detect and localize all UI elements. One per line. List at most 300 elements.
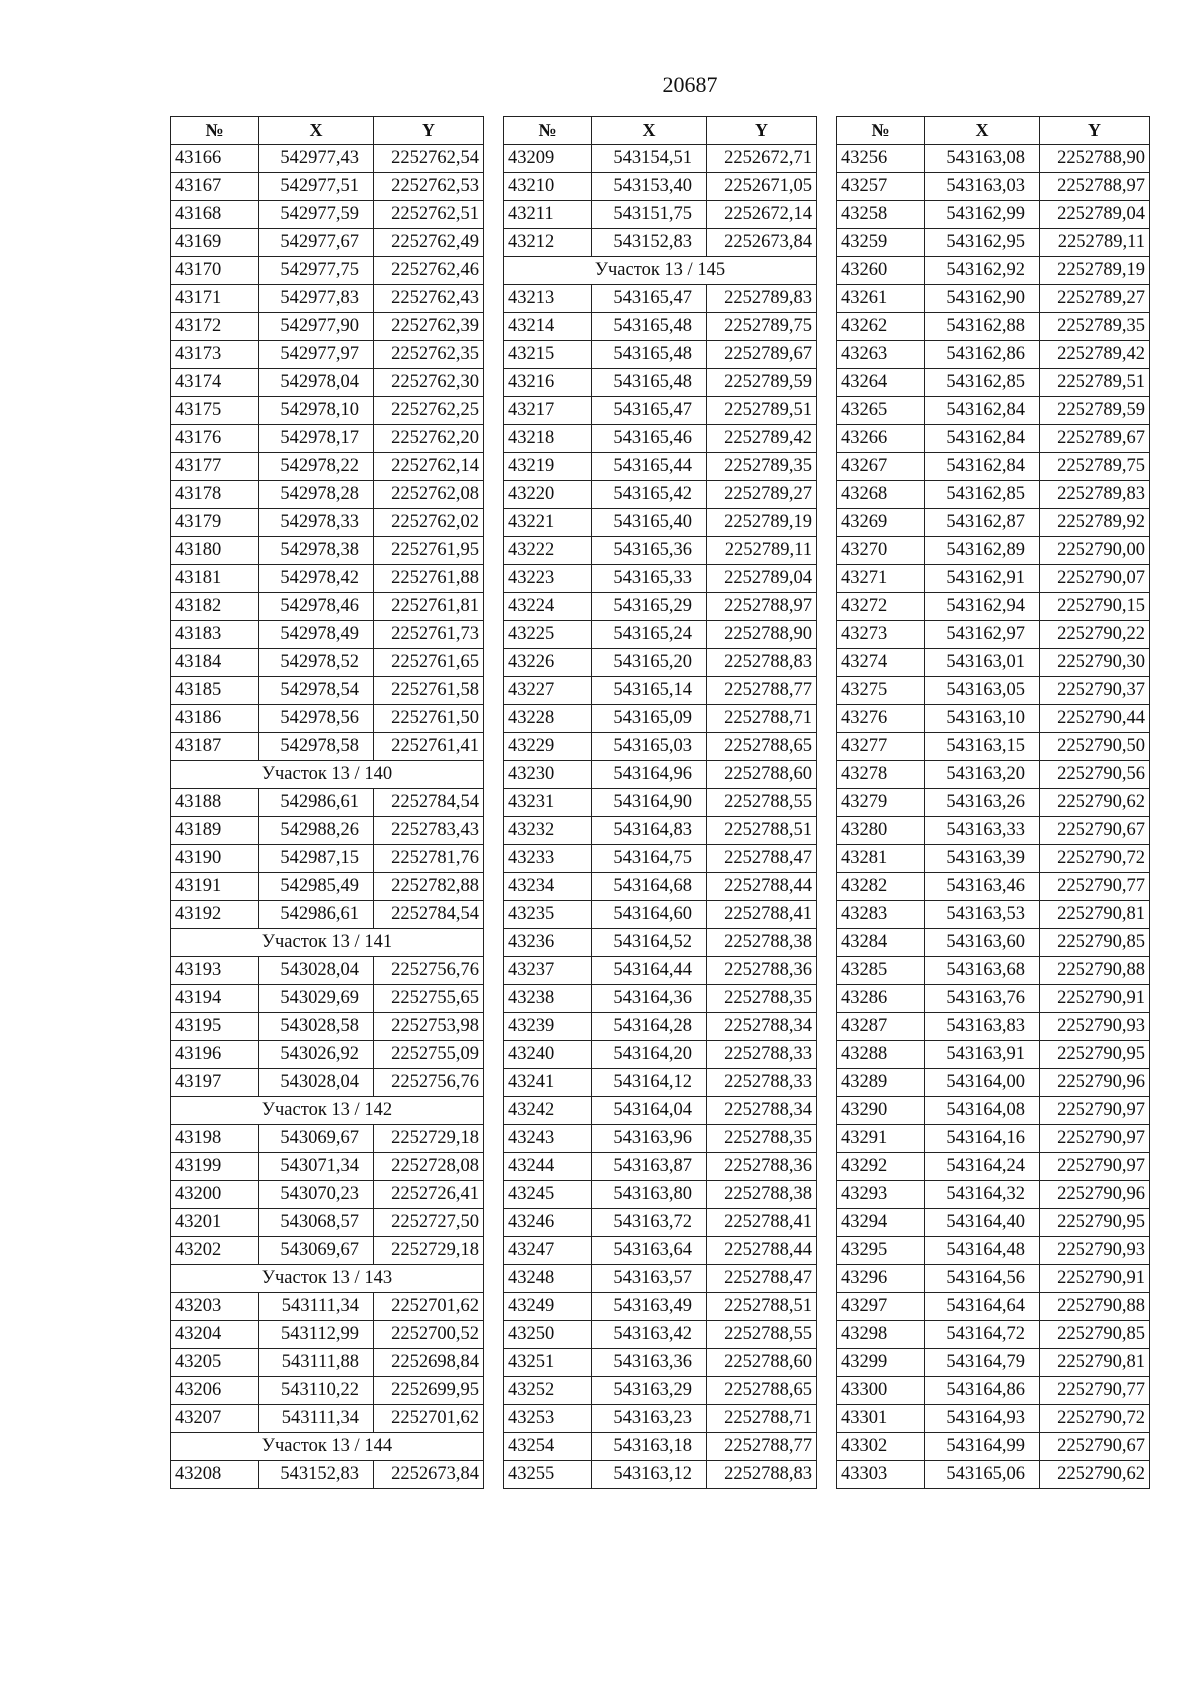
x-coordinate: 543162,94 xyxy=(925,593,1040,621)
point-number: 43254 xyxy=(504,1433,592,1461)
table-row xyxy=(504,705,817,733)
table-row xyxy=(171,789,484,817)
y-coordinate: 2252726,41 xyxy=(374,1181,484,1209)
table-row xyxy=(837,733,1150,761)
table-row xyxy=(837,817,1150,845)
y-coordinate: 2252788,33 xyxy=(707,1069,817,1097)
table-row xyxy=(837,901,1150,929)
y-coordinate: 2252790,97 xyxy=(1040,1153,1150,1181)
y-coordinate: 2252790,77 xyxy=(1040,1377,1150,1405)
point-number: 43280 xyxy=(837,817,925,845)
y-coordinate: 2252755,65 xyxy=(374,985,484,1013)
table-row xyxy=(504,201,817,229)
x-coordinate: 542978,28 xyxy=(259,481,374,509)
point-number: 43189 xyxy=(171,817,259,845)
y-coordinate: 2252729,18 xyxy=(374,1237,484,1265)
point-number: 43210 xyxy=(504,173,592,201)
y-coordinate: 2252762,14 xyxy=(374,453,484,481)
x-coordinate: 543164,93 xyxy=(925,1405,1040,1433)
y-coordinate: 2252788,65 xyxy=(707,1377,817,1405)
table-row xyxy=(171,733,484,761)
point-number: 43181 xyxy=(171,565,259,593)
table-row xyxy=(504,593,817,621)
y-coordinate: 2252790,15 xyxy=(1040,593,1150,621)
y-coordinate: 2252789,67 xyxy=(1040,425,1150,453)
table-row xyxy=(837,677,1150,705)
point-number: 43174 xyxy=(171,369,259,397)
point-number: 43169 xyxy=(171,229,259,257)
y-coordinate: 2252790,88 xyxy=(1040,1293,1150,1321)
table-row xyxy=(504,145,817,173)
table-row xyxy=(171,1181,484,1209)
point-number: 43221 xyxy=(504,509,592,537)
point-number: 43182 xyxy=(171,593,259,621)
point-number: 43195 xyxy=(171,1013,259,1041)
table-row xyxy=(171,145,484,173)
table-row xyxy=(171,1293,484,1321)
table-row xyxy=(504,873,817,901)
point-number: 43240 xyxy=(504,1041,592,1069)
point-number: 43213 xyxy=(504,285,592,313)
y-coordinate: 2252762,08 xyxy=(374,481,484,509)
point-number: 43303 xyxy=(837,1461,925,1489)
point-number: 43200 xyxy=(171,1181,259,1209)
y-coordinate: 2252788,60 xyxy=(707,1349,817,1377)
y-coordinate: 2252788,41 xyxy=(707,1209,817,1237)
point-number: 43299 xyxy=(837,1349,925,1377)
header-x: X xyxy=(592,117,707,145)
x-coordinate: 543165,09 xyxy=(592,705,707,733)
x-coordinate: 543162,85 xyxy=(925,369,1040,397)
x-coordinate: 543163,23 xyxy=(592,1405,707,1433)
y-coordinate: 2252789,04 xyxy=(1040,201,1150,229)
x-coordinate: 543165,48 xyxy=(592,313,707,341)
table-row xyxy=(837,257,1150,285)
y-coordinate: 2252788,65 xyxy=(707,733,817,761)
point-number: 43287 xyxy=(837,1013,925,1041)
table-row xyxy=(837,985,1150,1013)
y-coordinate: 2252788,47 xyxy=(707,845,817,873)
table-row xyxy=(171,1125,484,1153)
header-row xyxy=(504,117,817,145)
point-number: 43226 xyxy=(504,649,592,677)
table-row xyxy=(837,621,1150,649)
y-coordinate: 2252790,72 xyxy=(1040,845,1150,873)
point-number: 43214 xyxy=(504,313,592,341)
point-number: 43257 xyxy=(837,173,925,201)
table-row xyxy=(171,817,484,845)
point-number: 43291 xyxy=(837,1125,925,1153)
y-coordinate: 2252762,53 xyxy=(374,173,484,201)
table-row xyxy=(171,369,484,397)
table-row xyxy=(837,1041,1150,1069)
table-row xyxy=(504,173,817,201)
x-coordinate: 543069,67 xyxy=(259,1237,374,1265)
table-row xyxy=(504,285,817,313)
x-coordinate: 543164,72 xyxy=(925,1321,1040,1349)
table-row xyxy=(837,1097,1150,1125)
section-label: Участок 13 / 140 xyxy=(171,761,484,789)
section-label: Участок 13 / 143 xyxy=(171,1265,484,1293)
table-row xyxy=(171,677,484,705)
section-label: Участок 13 / 144 xyxy=(171,1433,484,1461)
x-coordinate: 543162,89 xyxy=(925,537,1040,565)
x-coordinate: 542978,10 xyxy=(259,397,374,425)
y-coordinate: 2252788,77 xyxy=(707,1433,817,1461)
point-number: 43289 xyxy=(837,1069,925,1097)
point-number: 43175 xyxy=(171,397,259,425)
x-coordinate: 543164,28 xyxy=(592,1013,707,1041)
table-row xyxy=(504,313,817,341)
table-row xyxy=(171,1461,484,1489)
y-coordinate: 2252788,35 xyxy=(707,985,817,1013)
x-coordinate: 543165,42 xyxy=(592,481,707,509)
table-row xyxy=(504,761,817,789)
table-row xyxy=(504,565,817,593)
point-number: 43173 xyxy=(171,341,259,369)
table-row xyxy=(504,229,817,257)
y-coordinate: 2252788,97 xyxy=(1040,173,1150,201)
table-row xyxy=(837,1349,1150,1377)
x-coordinate: 543163,33 xyxy=(925,817,1040,845)
y-coordinate: 2252728,08 xyxy=(374,1153,484,1181)
y-coordinate: 2252784,54 xyxy=(374,901,484,929)
y-coordinate: 2252789,27 xyxy=(707,481,817,509)
y-coordinate: 2252673,84 xyxy=(374,1461,484,1489)
table-row xyxy=(837,145,1150,173)
point-number: 43239 xyxy=(504,1013,592,1041)
table-row xyxy=(837,1265,1150,1293)
x-coordinate: 543028,04 xyxy=(259,1069,374,1097)
x-coordinate: 543164,48 xyxy=(925,1237,1040,1265)
x-coordinate: 543162,87 xyxy=(925,509,1040,537)
y-coordinate: 2252789,27 xyxy=(1040,285,1150,313)
point-number: 43218 xyxy=(504,425,592,453)
y-coordinate: 2252788,34 xyxy=(707,1097,817,1125)
section-row xyxy=(504,257,817,285)
point-number: 43245 xyxy=(504,1181,592,1209)
x-coordinate: 543164,16 xyxy=(925,1125,1040,1153)
x-coordinate: 543164,56 xyxy=(925,1265,1040,1293)
point-number: 43170 xyxy=(171,257,259,285)
table-row xyxy=(837,229,1150,257)
x-coordinate: 543163,15 xyxy=(925,733,1040,761)
x-coordinate: 543070,23 xyxy=(259,1181,374,1209)
x-coordinate: 543165,36 xyxy=(592,537,707,565)
y-coordinate: 2252672,71 xyxy=(707,145,817,173)
x-coordinate: 543162,90 xyxy=(925,285,1040,313)
table-row xyxy=(837,481,1150,509)
table-row xyxy=(171,1349,484,1377)
point-number: 43285 xyxy=(837,957,925,985)
point-number: 43205 xyxy=(171,1349,259,1377)
y-coordinate: 2252783,43 xyxy=(374,817,484,845)
point-number: 43252 xyxy=(504,1377,592,1405)
table-row xyxy=(837,1321,1150,1349)
point-number: 43234 xyxy=(504,873,592,901)
x-coordinate: 542986,61 xyxy=(259,901,374,929)
point-number: 43247 xyxy=(504,1237,592,1265)
page-number: 20687 xyxy=(662,72,718,97)
point-number: 43273 xyxy=(837,621,925,649)
table-row xyxy=(171,705,484,733)
table-row xyxy=(504,677,817,705)
x-coordinate: 543165,33 xyxy=(592,565,707,593)
table-row xyxy=(837,761,1150,789)
point-number: 43284 xyxy=(837,929,925,957)
y-coordinate: 2252790,62 xyxy=(1040,789,1150,817)
y-coordinate: 2252788,83 xyxy=(707,1461,817,1489)
point-number: 43300 xyxy=(837,1377,925,1405)
table-row xyxy=(837,845,1150,873)
y-coordinate: 2252789,83 xyxy=(1040,481,1150,509)
table-row xyxy=(171,1153,484,1181)
y-coordinate: 2252790,97 xyxy=(1040,1125,1150,1153)
x-coordinate: 542988,26 xyxy=(259,817,374,845)
x-coordinate: 543029,69 xyxy=(259,985,374,1013)
y-coordinate: 2252788,38 xyxy=(707,1181,817,1209)
point-number: 43288 xyxy=(837,1041,925,1069)
point-number: 43302 xyxy=(837,1433,925,1461)
y-coordinate: 2252761,81 xyxy=(374,593,484,621)
point-number: 43275 xyxy=(837,677,925,705)
y-coordinate: 2252755,09 xyxy=(374,1041,484,1069)
table-row xyxy=(837,1181,1150,1209)
table-row xyxy=(837,1293,1150,1321)
y-coordinate: 2252788,33 xyxy=(707,1041,817,1069)
x-coordinate: 543162,97 xyxy=(925,621,1040,649)
y-coordinate: 2252790,50 xyxy=(1040,733,1150,761)
section-row xyxy=(171,1433,484,1461)
y-coordinate: 2252788,47 xyxy=(707,1265,817,1293)
table-row xyxy=(837,1153,1150,1181)
table-row xyxy=(504,817,817,845)
x-coordinate: 543163,60 xyxy=(925,929,1040,957)
y-coordinate: 2252761,65 xyxy=(374,649,484,677)
table-row xyxy=(171,425,484,453)
y-coordinate: 2252790,96 xyxy=(1040,1069,1150,1097)
point-number: 43293 xyxy=(837,1181,925,1209)
x-coordinate: 543163,96 xyxy=(592,1125,707,1153)
point-number: 43171 xyxy=(171,285,259,313)
table-row xyxy=(837,593,1150,621)
table-row xyxy=(837,789,1150,817)
x-coordinate: 543164,32 xyxy=(925,1181,1040,1209)
x-coordinate: 543164,04 xyxy=(592,1097,707,1125)
point-number: 43286 xyxy=(837,985,925,1013)
point-number: 43207 xyxy=(171,1405,259,1433)
x-coordinate: 543165,47 xyxy=(592,397,707,425)
y-coordinate: 2252789,51 xyxy=(707,397,817,425)
x-coordinate: 543026,92 xyxy=(259,1041,374,1069)
y-coordinate: 2252790,93 xyxy=(1040,1237,1150,1265)
table-row xyxy=(171,957,484,985)
y-coordinate: 2252781,76 xyxy=(374,845,484,873)
y-coordinate: 2252790,56 xyxy=(1040,761,1150,789)
x-coordinate: 543162,95 xyxy=(925,229,1040,257)
table-row xyxy=(504,649,817,677)
y-coordinate: 2252789,51 xyxy=(1040,369,1150,397)
x-coordinate: 543164,96 xyxy=(592,761,707,789)
y-coordinate: 2252789,59 xyxy=(707,369,817,397)
x-coordinate: 543164,60 xyxy=(592,901,707,929)
x-coordinate: 542978,54 xyxy=(259,677,374,705)
point-number: 43198 xyxy=(171,1125,259,1153)
x-coordinate: 543165,14 xyxy=(592,677,707,705)
point-number: 43167 xyxy=(171,173,259,201)
point-number: 43301 xyxy=(837,1405,925,1433)
x-coordinate: 543165,44 xyxy=(592,453,707,481)
point-number: 43225 xyxy=(504,621,592,649)
point-number: 43180 xyxy=(171,537,259,565)
table-row xyxy=(837,1377,1150,1405)
point-number: 43185 xyxy=(171,677,259,705)
point-number: 43296 xyxy=(837,1265,925,1293)
table-row xyxy=(171,257,484,285)
table-row xyxy=(837,565,1150,593)
point-number: 43281 xyxy=(837,845,925,873)
point-number: 43272 xyxy=(837,593,925,621)
x-coordinate: 543164,20 xyxy=(592,1041,707,1069)
x-coordinate: 543164,24 xyxy=(925,1153,1040,1181)
header-y: Y xyxy=(707,117,817,145)
table-row xyxy=(171,649,484,677)
point-number: 43204 xyxy=(171,1321,259,1349)
y-coordinate: 2252727,50 xyxy=(374,1209,484,1237)
point-number: 43220 xyxy=(504,481,592,509)
y-coordinate: 2252790,81 xyxy=(1040,901,1150,929)
x-coordinate: 542978,17 xyxy=(259,425,374,453)
x-coordinate: 543162,91 xyxy=(925,565,1040,593)
x-coordinate: 542985,49 xyxy=(259,873,374,901)
y-coordinate: 2252698,84 xyxy=(374,1349,484,1377)
point-number: 43186 xyxy=(171,705,259,733)
table-row xyxy=(504,509,817,537)
y-coordinate: 2252753,98 xyxy=(374,1013,484,1041)
table-row xyxy=(504,537,817,565)
section-row xyxy=(171,761,484,789)
x-coordinate: 543163,20 xyxy=(925,761,1040,789)
table-row xyxy=(171,509,484,537)
y-coordinate: 2252789,67 xyxy=(707,341,817,369)
point-number: 43251 xyxy=(504,1349,592,1377)
y-coordinate: 2252762,25 xyxy=(374,397,484,425)
point-number: 43259 xyxy=(837,229,925,257)
table-row xyxy=(504,1181,817,1209)
table-row xyxy=(504,1321,817,1349)
point-number: 43230 xyxy=(504,761,592,789)
y-coordinate: 2252762,30 xyxy=(374,369,484,397)
table-row xyxy=(504,733,817,761)
y-coordinate: 2252788,60 xyxy=(707,761,817,789)
y-coordinate: 2252788,44 xyxy=(707,1237,817,1265)
x-coordinate: 543163,68 xyxy=(925,957,1040,985)
point-number: 43265 xyxy=(837,397,925,425)
point-number: 43283 xyxy=(837,901,925,929)
table-row xyxy=(837,173,1150,201)
table-row xyxy=(837,1209,1150,1237)
table-row xyxy=(504,1013,817,1041)
table-row xyxy=(171,565,484,593)
point-number: 43184 xyxy=(171,649,259,677)
point-number: 43212 xyxy=(504,229,592,257)
y-coordinate: 2252788,36 xyxy=(707,1153,817,1181)
x-coordinate: 542977,43 xyxy=(259,145,374,173)
table-row xyxy=(837,929,1150,957)
x-coordinate: 543163,42 xyxy=(592,1321,707,1349)
point-number: 43215 xyxy=(504,341,592,369)
point-number: 43298 xyxy=(837,1321,925,1349)
y-coordinate: 2252701,62 xyxy=(374,1293,484,1321)
x-coordinate: 542977,90 xyxy=(259,313,374,341)
table-row xyxy=(504,1461,817,1489)
x-coordinate: 543163,57 xyxy=(592,1265,707,1293)
section-row xyxy=(171,1097,484,1125)
x-coordinate: 543165,03 xyxy=(592,733,707,761)
y-coordinate: 2252761,58 xyxy=(374,677,484,705)
y-coordinate: 2252700,52 xyxy=(374,1321,484,1349)
y-coordinate: 2252789,92 xyxy=(1040,509,1150,537)
point-number: 43235 xyxy=(504,901,592,929)
section-label: Участок 13 / 141 xyxy=(171,929,484,957)
x-coordinate: 542978,56 xyxy=(259,705,374,733)
table-row xyxy=(837,313,1150,341)
table-row xyxy=(171,229,484,257)
table-row xyxy=(837,1461,1150,1489)
table-row xyxy=(171,593,484,621)
point-number: 43172 xyxy=(171,313,259,341)
table-row xyxy=(504,1377,817,1405)
x-coordinate: 543164,99 xyxy=(925,1433,1040,1461)
point-number: 43178 xyxy=(171,481,259,509)
point-number: 43183 xyxy=(171,621,259,649)
x-coordinate: 543163,72 xyxy=(592,1209,707,1237)
point-number: 43196 xyxy=(171,1041,259,1069)
x-coordinate: 543163,26 xyxy=(925,789,1040,817)
y-coordinate: 2252790,67 xyxy=(1040,817,1150,845)
y-coordinate: 2252761,41 xyxy=(374,733,484,761)
x-coordinate: 543163,01 xyxy=(925,649,1040,677)
y-coordinate: 2252788,90 xyxy=(707,621,817,649)
point-number: 43266 xyxy=(837,425,925,453)
point-number: 43166 xyxy=(171,145,259,173)
coordinates-table-1 xyxy=(170,116,484,1489)
point-number: 43264 xyxy=(837,369,925,397)
y-coordinate: 2252789,11 xyxy=(707,537,817,565)
y-coordinate: 2252788,83 xyxy=(707,649,817,677)
point-number: 43279 xyxy=(837,789,925,817)
point-number: 43168 xyxy=(171,201,259,229)
y-coordinate: 2252790,37 xyxy=(1040,677,1150,705)
point-number: 43231 xyxy=(504,789,592,817)
y-coordinate: 2252788,71 xyxy=(707,1405,817,1433)
y-coordinate: 2252790,95 xyxy=(1040,1209,1150,1237)
x-coordinate: 543165,48 xyxy=(592,341,707,369)
point-number: 43194 xyxy=(171,985,259,1013)
point-number: 43292 xyxy=(837,1153,925,1181)
point-number: 43179 xyxy=(171,509,259,537)
point-number: 43258 xyxy=(837,201,925,229)
y-coordinate: 2252788,90 xyxy=(1040,145,1150,173)
point-number: 43276 xyxy=(837,705,925,733)
table-row xyxy=(837,957,1150,985)
section-row xyxy=(171,1265,484,1293)
y-coordinate: 2252789,19 xyxy=(707,509,817,537)
y-coordinate: 2252790,97 xyxy=(1040,1097,1150,1125)
x-coordinate: 543164,75 xyxy=(592,845,707,873)
coordinates-table-2 xyxy=(503,116,817,1489)
x-coordinate: 543163,10 xyxy=(925,705,1040,733)
